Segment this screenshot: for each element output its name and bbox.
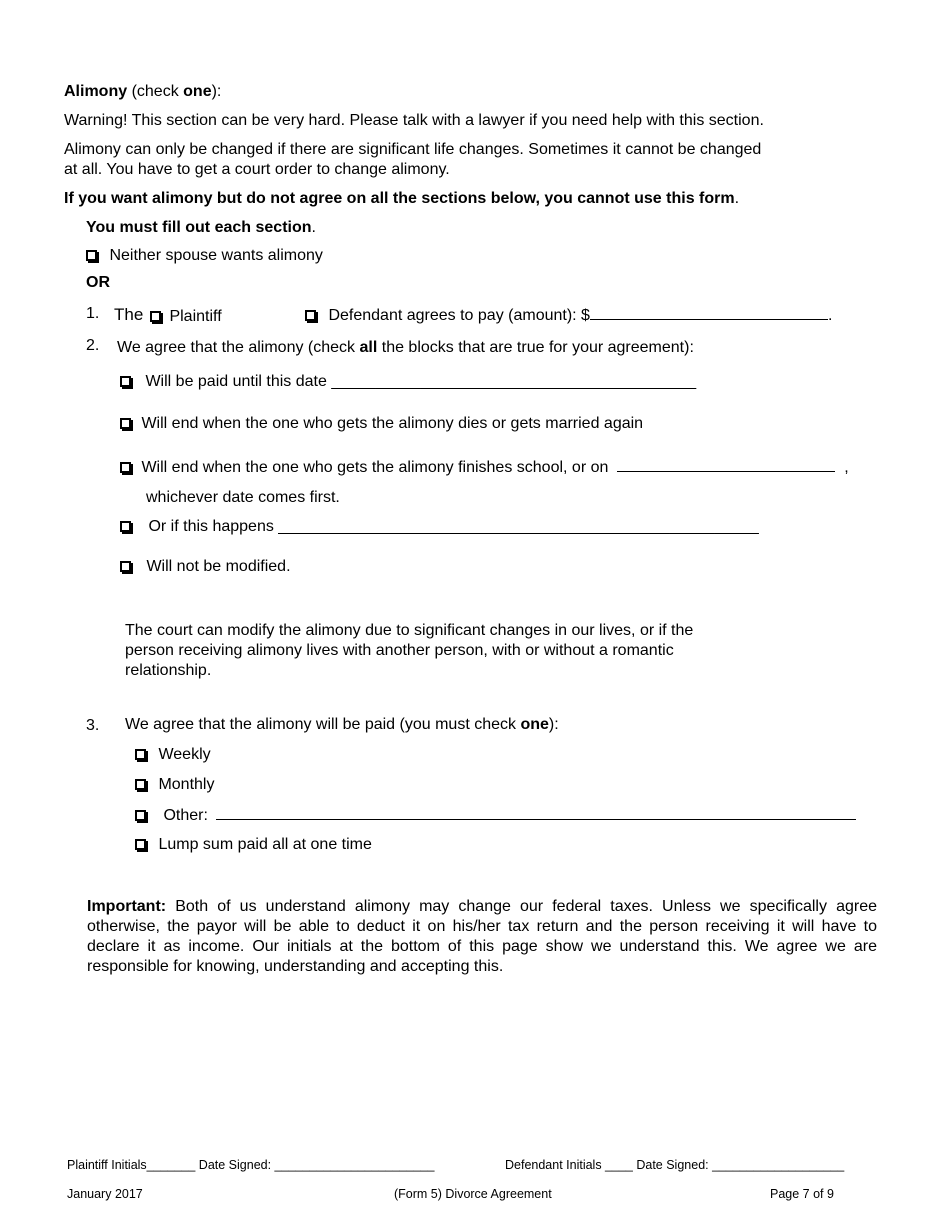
- if-happens-label: Or if this happens ______________________________________________________: [148, 518, 759, 535]
- footer-page-number: Page 7 of 9: [770, 1187, 834, 1201]
- important-line3: declare it as income. Our initials at the bottom of this page show we understand this. We agree we are: [87, 938, 877, 955]
- not-modified-checkbox[interactable]: [120, 561, 131, 572]
- important-line4: responsible for knowing, understanding and accepting this.: [87, 958, 504, 975]
- item1-the: The: [114, 305, 144, 324]
- item3-intro: We agree that the alimony will be paid (you must check one):: [125, 716, 559, 733]
- important-line2: otherwise, the payor will be able to deduct it on his/her tax return and the person receiving it will have to: [87, 918, 877, 935]
- item2-number: 2.: [86, 337, 100, 354]
- change-notice-line2: at all. You have to get a court order to change alimony.: [64, 161, 450, 178]
- change-notice-line1: Alimony can only be changed if there are significant life changes. Sometimes it cannot be changed: [64, 141, 762, 158]
- fill-all-instruction: You must fill out each section.: [86, 219, 316, 236]
- school-date-field[interactable]: [617, 457, 835, 472]
- option-not-modified[interactable]: [120, 557, 291, 576]
- other-field[interactable]: [216, 805, 856, 820]
- option-lump-sum[interactable]: [135, 835, 372, 854]
- weekly-label: Weekly: [158, 746, 211, 763]
- until-date-label: Will be paid until this date _________________________________________: [145, 373, 697, 390]
- amount-field[interactable]: [590, 305, 828, 320]
- item1-number: 1.: [86, 305, 100, 322]
- monthly-label: Monthly: [158, 776, 215, 793]
- neither-label: Neither spouse wants alimony: [109, 247, 323, 264]
- option-weekly[interactable]: [135, 745, 211, 764]
- lump-sum-label: Lump sum paid all at one time: [158, 836, 372, 853]
- option-if-happens[interactable]: [120, 517, 759, 536]
- until-date-checkbox[interactable]: [120, 376, 131, 387]
- lump-sum-checkbox[interactable]: [135, 839, 146, 850]
- option-until-date[interactable]: [120, 372, 696, 391]
- dies-checkbox[interactable]: [120, 418, 131, 429]
- heading-label: Alimony: [64, 83, 128, 100]
- plaintiff-checkbox[interactable]: [150, 311, 161, 322]
- option-finishes-school[interactable]: Will end when the one who gets the alimony finishes school, or on ,: [120, 457, 849, 477]
- court-note-line3: relationship.: [125, 662, 212, 679]
- other-checkbox[interactable]: [135, 810, 146, 821]
- or-text: OR: [86, 274, 110, 291]
- bold-warning: If you want alimony but do not agree on all the sections below, you cannot use this form.: [64, 190, 740, 207]
- item3-number: 3.: [86, 717, 100, 734]
- court-note-line1: The court can modify the alimony due to significant changes in our lives, or if the: [125, 622, 694, 639]
- item2-intro: We agree that the alimony (check all the blocks that are true for your agreement):: [117, 339, 694, 356]
- warning-text: Warning! This section can be very hard. Please talk with a lawyer if you need help with this section.: [64, 112, 764, 129]
- plaintiff-initials[interactable]: Plaintiff Initials_______ Date Signed: _______________________: [67, 1158, 435, 1172]
- defendant-option[interactable]: Defendant agrees to pay (amount): $ .: [305, 305, 832, 325]
- other-label: Other:: [163, 807, 208, 824]
- monthly-checkbox[interactable]: [135, 779, 146, 790]
- school-checkbox[interactable]: [120, 462, 131, 473]
- option-monthly[interactable]: [135, 775, 214, 794]
- defendant-initials[interactable]: Defendant Initials ____ Date Signed: ___________________: [505, 1158, 845, 1172]
- section-heading: Alimony (check one):: [64, 83, 222, 100]
- defendant-checkbox[interactable]: [305, 310, 316, 321]
- school-label: Will end when the one who gets the alimony finishes school, or on: [141, 459, 609, 476]
- option-other[interactable]: [135, 805, 856, 825]
- weekly-checkbox[interactable]: [135, 749, 146, 760]
- option-dies-or-marries[interactable]: [120, 414, 643, 433]
- neither-option[interactable]: [86, 246, 323, 265]
- court-note-line2: person receiving alimony lives with another person, with or without a romantic: [125, 642, 674, 659]
- footer-date: January 2017: [67, 1187, 143, 1201]
- neither-checkbox[interactable]: [86, 250, 97, 261]
- school-continuation: whichever date comes first.: [146, 489, 340, 506]
- defendant-label: Defendant agrees to pay (amount): $: [328, 307, 590, 324]
- footer-form-name: (Form 5) Divorce Agreement: [394, 1187, 552, 1201]
- if-happens-checkbox[interactable]: [120, 521, 131, 532]
- dies-label: Will end when the one who gets the alimony dies or gets married again: [141, 415, 644, 432]
- plaintiff-label: Plaintiff: [169, 308, 222, 325]
- important-line1: Important: Both of us understand alimony may change our federal taxes. Unless we specifically agree: [87, 898, 877, 915]
- plaintiff-option[interactable]: [150, 307, 222, 326]
- not-modified-label: Will not be modified.: [146, 558, 291, 575]
